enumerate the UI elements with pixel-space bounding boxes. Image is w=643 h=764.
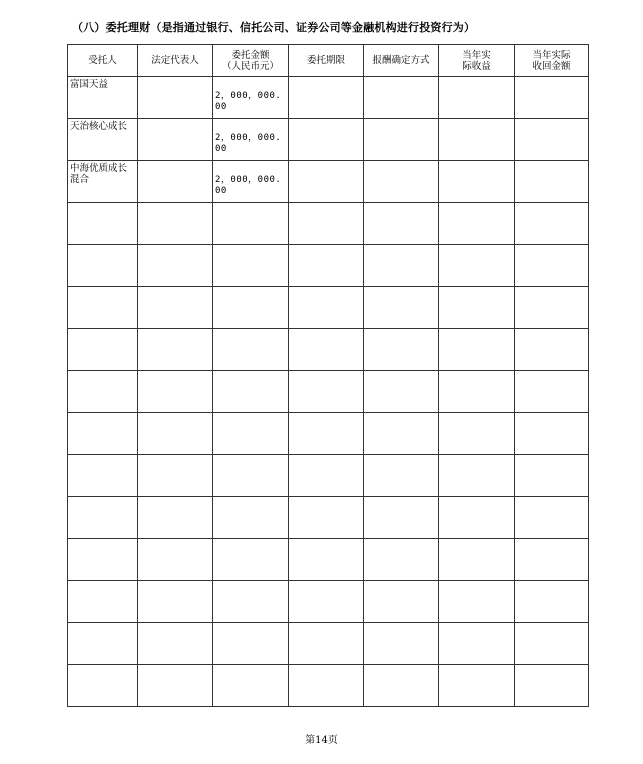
table-cell bbox=[515, 665, 589, 707]
cell-value bbox=[515, 623, 588, 625]
table-cell bbox=[439, 413, 515, 455]
cell-value bbox=[439, 455, 514, 457]
table-header-row bbox=[68, 45, 589, 77]
header-actual-recovered-amount: 当年实际 收回金额 bbox=[515, 45, 589, 77]
cell-value bbox=[364, 497, 438, 499]
cell-value bbox=[138, 203, 212, 205]
cell-value bbox=[138, 413, 212, 415]
cell-value bbox=[515, 329, 588, 331]
section-title: （八）委托理财（是指通过银行、信托公司、证券公司等金融机构进行投资行为） bbox=[72, 21, 476, 34]
cell-value bbox=[364, 581, 438, 583]
table-cell bbox=[289, 539, 364, 581]
amount-value bbox=[213, 413, 288, 427]
table-cell bbox=[213, 245, 289, 287]
trustee-name bbox=[68, 539, 137, 541]
cell-value bbox=[364, 623, 438, 625]
table-cell bbox=[515, 581, 589, 623]
amount-value bbox=[213, 203, 288, 217]
table-cell bbox=[515, 413, 589, 455]
table-cell bbox=[289, 371, 364, 413]
cell-value bbox=[439, 413, 514, 415]
cell-value bbox=[364, 161, 438, 163]
cell-value bbox=[439, 371, 514, 373]
table-cell bbox=[213, 329, 289, 371]
table-cell bbox=[213, 623, 289, 665]
cell-value bbox=[439, 539, 514, 541]
table-row bbox=[68, 665, 589, 707]
table-cell bbox=[138, 665, 213, 707]
table-row bbox=[68, 245, 589, 287]
table-cell bbox=[515, 497, 589, 539]
table-cell bbox=[289, 497, 364, 539]
table-row bbox=[68, 581, 589, 623]
cell-value bbox=[138, 119, 212, 121]
cell-value bbox=[515, 245, 588, 247]
table-cell bbox=[213, 77, 289, 119]
table-cell bbox=[515, 371, 589, 413]
trustee-name: 中海优质成长混合 bbox=[70, 163, 128, 185]
table-cell bbox=[364, 329, 439, 371]
header-remuneration-method: 报酬确定方式 bbox=[364, 45, 439, 77]
cell-value bbox=[289, 581, 363, 583]
cell-value bbox=[364, 287, 438, 289]
trustee-name bbox=[68, 203, 137, 205]
table-cell bbox=[213, 287, 289, 329]
cell-value bbox=[138, 497, 212, 499]
cell-value bbox=[439, 329, 514, 331]
cell-value bbox=[439, 203, 514, 205]
cell-value bbox=[289, 329, 363, 331]
table-cell bbox=[68, 119, 138, 161]
table-cell bbox=[515, 287, 589, 329]
cell-value bbox=[515, 371, 588, 373]
trustee-name bbox=[68, 245, 137, 247]
cell-value bbox=[138, 77, 212, 79]
cell-value bbox=[138, 665, 212, 667]
amount-value: 2，000，000. 00 bbox=[215, 133, 282, 154]
cell-value bbox=[289, 413, 363, 415]
table-row bbox=[68, 623, 589, 665]
table-cell bbox=[515, 539, 589, 581]
cell-value bbox=[289, 623, 363, 625]
table-cell bbox=[439, 455, 515, 497]
cell-value bbox=[439, 161, 514, 163]
table-cell bbox=[68, 665, 138, 707]
cell-value bbox=[364, 329, 438, 331]
table-cell bbox=[138, 161, 213, 203]
amount-value bbox=[213, 287, 288, 301]
cell-value bbox=[138, 245, 212, 247]
cell-value bbox=[138, 581, 212, 583]
cell-value bbox=[515, 539, 588, 541]
table-row bbox=[68, 329, 589, 371]
table-cell bbox=[515, 161, 589, 203]
table-cell bbox=[138, 329, 213, 371]
table-cell bbox=[138, 623, 213, 665]
table-cell bbox=[213, 497, 289, 539]
trustee-name bbox=[68, 497, 137, 499]
table-cell bbox=[289, 77, 364, 119]
table-row bbox=[68, 203, 589, 245]
table-cell bbox=[68, 245, 138, 287]
trustee-name: 富国天益 bbox=[70, 79, 109, 90]
trustee-name bbox=[68, 413, 137, 415]
table-cell bbox=[289, 623, 364, 665]
table-cell bbox=[68, 77, 138, 119]
amount-value bbox=[213, 329, 288, 343]
table-row bbox=[68, 455, 589, 497]
cell-value bbox=[289, 455, 363, 457]
cell-value bbox=[289, 203, 363, 205]
table-cell bbox=[138, 203, 213, 245]
table-cell bbox=[364, 245, 439, 287]
table-cell bbox=[138, 413, 213, 455]
table-cell bbox=[213, 161, 289, 203]
cell-value bbox=[439, 119, 514, 121]
table-cell bbox=[213, 539, 289, 581]
table-cell bbox=[364, 581, 439, 623]
table-cell bbox=[439, 665, 515, 707]
table-cell bbox=[515, 77, 589, 119]
table-cell bbox=[213, 455, 289, 497]
amount-value bbox=[213, 455, 288, 469]
cell-value bbox=[515, 665, 588, 667]
table-cell bbox=[515, 623, 589, 665]
cell-value bbox=[364, 371, 438, 373]
cell-value bbox=[439, 245, 514, 247]
table-cell bbox=[439, 77, 515, 119]
table-cell bbox=[364, 287, 439, 329]
cell-value bbox=[289, 77, 363, 79]
cell-value bbox=[439, 497, 514, 499]
table-cell bbox=[68, 203, 138, 245]
cell-value bbox=[138, 623, 212, 625]
amount-value bbox=[213, 539, 288, 553]
trustee-name bbox=[68, 329, 137, 331]
table-cell bbox=[439, 245, 515, 287]
table-cell bbox=[138, 539, 213, 581]
cell-value bbox=[364, 77, 438, 79]
table-row bbox=[68, 371, 589, 413]
trustee-name bbox=[68, 455, 137, 457]
table-cell bbox=[138, 77, 213, 119]
table-cell bbox=[289, 161, 364, 203]
header-entrusted-amount: 委托金额 （人民币元） bbox=[213, 45, 289, 77]
header-actual-income: 当年实 际收益 bbox=[439, 45, 515, 77]
cell-value bbox=[515, 455, 588, 457]
trustee-name bbox=[68, 287, 137, 289]
table-cell bbox=[68, 413, 138, 455]
amount-value: 2，000，000. 00 bbox=[215, 175, 282, 196]
table-cell bbox=[68, 287, 138, 329]
cell-value bbox=[289, 539, 363, 541]
table-cell bbox=[364, 413, 439, 455]
cell-value bbox=[439, 581, 514, 583]
cell-value bbox=[364, 539, 438, 541]
cell-value bbox=[138, 371, 212, 373]
table-cell bbox=[289, 581, 364, 623]
table-cell bbox=[289, 413, 364, 455]
trustee-name bbox=[68, 665, 137, 667]
cell-value bbox=[138, 161, 212, 163]
table-row bbox=[68, 119, 589, 161]
table-cell bbox=[364, 371, 439, 413]
table-cell bbox=[138, 455, 213, 497]
cell-value bbox=[515, 287, 588, 289]
table-cell bbox=[289, 203, 364, 245]
cell-value bbox=[439, 665, 514, 667]
cell-value bbox=[289, 287, 363, 289]
table-cell bbox=[289, 455, 364, 497]
cell-value bbox=[364, 665, 438, 667]
table-cell bbox=[68, 623, 138, 665]
cell-value bbox=[364, 413, 438, 415]
header-legal-representative: 法定代表人 bbox=[138, 45, 213, 77]
table-cell bbox=[138, 371, 213, 413]
table-row bbox=[68, 161, 589, 203]
cell-value bbox=[515, 203, 588, 205]
amount-value bbox=[213, 371, 288, 385]
table-cell bbox=[439, 581, 515, 623]
amount-value bbox=[213, 581, 288, 595]
table-cell bbox=[289, 329, 364, 371]
table-cell bbox=[439, 161, 515, 203]
table-row bbox=[68, 287, 589, 329]
cell-value bbox=[515, 413, 588, 415]
table-cell bbox=[364, 455, 439, 497]
cell-value bbox=[515, 581, 588, 583]
table-cell bbox=[213, 371, 289, 413]
table-cell bbox=[289, 287, 364, 329]
cell-value bbox=[439, 623, 514, 625]
cell-value bbox=[364, 203, 438, 205]
cell-value bbox=[439, 77, 514, 79]
cell-value bbox=[138, 539, 212, 541]
table-cell bbox=[364, 203, 439, 245]
entrusted-investment-table bbox=[67, 44, 589, 707]
header-entrustment-period: 委托期限 bbox=[289, 45, 364, 77]
table-cell bbox=[68, 371, 138, 413]
table-body bbox=[68, 77, 589, 707]
cell-value bbox=[515, 497, 588, 499]
cell-value bbox=[289, 161, 363, 163]
table-cell bbox=[515, 455, 589, 497]
amount-value bbox=[213, 245, 288, 259]
cell-value bbox=[138, 287, 212, 289]
table-cell bbox=[68, 581, 138, 623]
cell-value bbox=[364, 455, 438, 457]
table-cell bbox=[364, 497, 439, 539]
table-cell bbox=[138, 287, 213, 329]
cell-value bbox=[289, 119, 363, 121]
table-cell bbox=[138, 581, 213, 623]
table-cell bbox=[515, 245, 589, 287]
cell-value bbox=[515, 161, 588, 163]
amount-value bbox=[213, 665, 288, 679]
header-trustee: 受托人 bbox=[68, 45, 138, 77]
table-cell bbox=[364, 665, 439, 707]
table-cell bbox=[515, 119, 589, 161]
cell-value bbox=[289, 245, 363, 247]
table-cell bbox=[213, 413, 289, 455]
table-cell bbox=[364, 119, 439, 161]
table-cell bbox=[515, 203, 589, 245]
table-cell bbox=[289, 665, 364, 707]
table-cell bbox=[439, 287, 515, 329]
table-cell bbox=[138, 497, 213, 539]
trustee-name bbox=[68, 371, 137, 373]
cell-value bbox=[289, 665, 363, 667]
table-cell bbox=[138, 245, 213, 287]
table-cell bbox=[213, 581, 289, 623]
table-cell bbox=[439, 329, 515, 371]
table-cell bbox=[213, 119, 289, 161]
table-cell bbox=[364, 539, 439, 581]
cell-value bbox=[138, 455, 212, 457]
table-cell bbox=[68, 455, 138, 497]
trustee-name: 天治核心成长 bbox=[70, 121, 128, 132]
table-cell bbox=[213, 203, 289, 245]
table-cell bbox=[515, 329, 589, 371]
cell-value bbox=[364, 245, 438, 247]
table-row bbox=[68, 497, 589, 539]
table-row bbox=[68, 413, 589, 455]
table-cell bbox=[68, 539, 138, 581]
table-cell bbox=[364, 77, 439, 119]
cell-value bbox=[515, 77, 588, 79]
table-cell bbox=[439, 119, 515, 161]
trustee-name bbox=[68, 623, 137, 625]
cell-value bbox=[289, 371, 363, 373]
table-cell bbox=[439, 623, 515, 665]
page-number: 第14页 bbox=[305, 735, 338, 746]
table-cell bbox=[289, 245, 364, 287]
table-cell bbox=[213, 665, 289, 707]
cell-value bbox=[439, 287, 514, 289]
table-row bbox=[68, 539, 589, 581]
cell-value bbox=[364, 119, 438, 121]
table-cell bbox=[68, 329, 138, 371]
amount-value bbox=[213, 623, 288, 637]
trustee-name bbox=[68, 581, 137, 583]
table-cell bbox=[364, 161, 439, 203]
table-cell bbox=[138, 119, 213, 161]
table-cell bbox=[364, 623, 439, 665]
table-cell bbox=[289, 119, 364, 161]
amount-value bbox=[213, 497, 288, 511]
table-cell bbox=[439, 497, 515, 539]
table-row bbox=[68, 77, 589, 119]
table-cell bbox=[439, 539, 515, 581]
cell-value bbox=[289, 497, 363, 499]
table-cell bbox=[68, 497, 138, 539]
cell-value bbox=[138, 329, 212, 331]
table-cell bbox=[439, 371, 515, 413]
table-cell bbox=[68, 161, 138, 203]
cell-value bbox=[515, 119, 588, 121]
table-cell bbox=[439, 203, 515, 245]
amount-value: 2，000，000. 00 bbox=[215, 91, 282, 112]
